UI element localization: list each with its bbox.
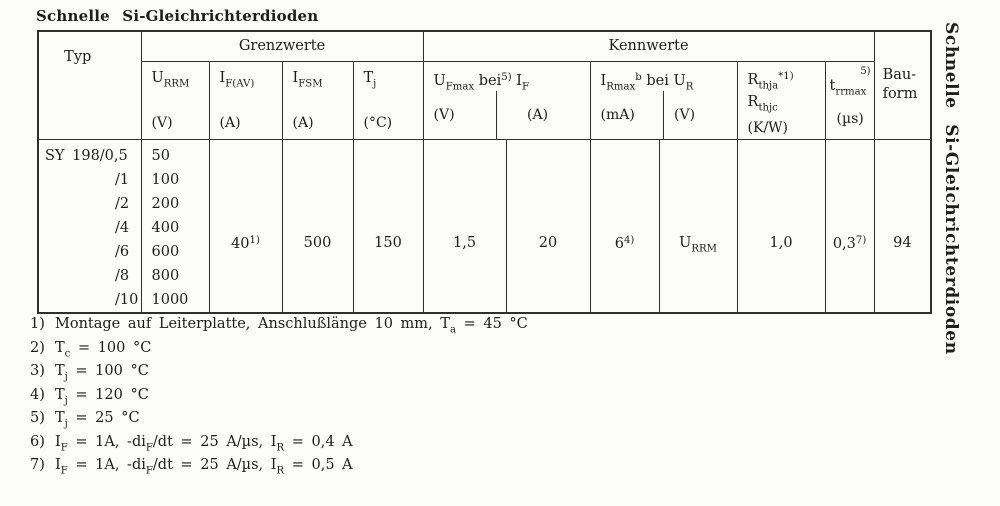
- symbol-ifsm: $I_{FSM}$: [292, 69, 323, 89]
- group-header-kennwerte: Kennwerte: [423, 31, 874, 61]
- footnote: [30, 457, 528, 475]
- type-row: /2: [115, 195, 130, 212]
- footnotes: [30, 316, 528, 481]
- footnote-marker: 6): [30, 433, 45, 450]
- group-header-grenzwerte: Grenzwerte: [141, 31, 423, 61]
- value-ur: [659, 139, 737, 313]
- footnote-marker: 1): [30, 316, 45, 332]
- side-title: Schnelle Si-Gleichrichterdioden: [941, 22, 961, 355]
- col-header-ifsm: [282, 61, 353, 139]
- value-trrmax-text: 0,3$^{7)}$: [832, 234, 867, 252]
- urrm-value: 100: [151, 171, 180, 188]
- footnote-text: $T_j = 100$ °C: [55, 363, 149, 383]
- footnote: [30, 434, 528, 452]
- bauform-label-line1: Bau-: [882, 67, 917, 84]
- footnote: [30, 316, 528, 334]
- unit-ur: (V): [663, 91, 737, 139]
- footnote-text: $I_F = 1A$, $-di_F/dt = 25$ A/µs, $I_R = 0,4$ A: [55, 433, 353, 453]
- symbol-ufmax-bei-if: $U_{Fmax}$ bei$^{5)}$ $I_F$: [433, 71, 530, 92]
- symbol-tj: $T_j$: [363, 69, 377, 89]
- unit-ufmax: (V): [433, 106, 455, 123]
- value-rth: 1,0: [737, 139, 825, 313]
- footnote-marker: 4): [30, 386, 45, 403]
- urrm-value: 400: [151, 219, 180, 236]
- unit-urrm: (V): [151, 114, 173, 131]
- footnote-marker: 5): [30, 410, 45, 426]
- footnote-text: $T_j = 25$ °C: [55, 410, 140, 430]
- unit-tj: (°C): [363, 114, 393, 131]
- urrm-value: 600: [151, 243, 180, 260]
- value-if: 20: [506, 139, 590, 313]
- col-header-tj: [353, 61, 423, 139]
- footnote-marker: 3): [30, 363, 45, 379]
- unit-if: (A): [496, 91, 590, 139]
- value-irmax: [590, 139, 659, 313]
- unit-row-ufmax: [424, 91, 590, 139]
- symbol-rthja: $R_{thja}^{*1)}$: [747, 70, 794, 91]
- value-bauform: 94: [874, 139, 931, 313]
- type-row: /8: [115, 267, 130, 284]
- col-header-ufmax-bei-if: [423, 61, 590, 139]
- footnote: [30, 410, 528, 428]
- type-row: /6: [115, 243, 130, 260]
- col-header-trrmax: [825, 61, 874, 139]
- value-tj: 150: [353, 139, 423, 313]
- symbol-rthjc: $R_{thjc}$: [747, 93, 778, 114]
- value-irmax-text: 6$^{4)}$: [614, 234, 635, 252]
- unit-trrmax: (µs): [836, 110, 864, 127]
- type-row: SY 198/0,5: [45, 147, 128, 164]
- footnote-text: $T_c = 100$ °C: [55, 339, 152, 359]
- col-header-irmax-bei-ur: [590, 61, 737, 139]
- col-header-ifav: [209, 61, 282, 139]
- col-header-typ: Typ: [38, 31, 141, 139]
- symbol-trrmax: $t_{rrmax}$: [829, 77, 867, 97]
- urrm-value: 1000: [151, 291, 189, 308]
- footnote-text: Montage auf Leiterplatte, Anschlußlänge 10 mm, $T_a = 45$ °C: [55, 316, 528, 336]
- value-ifsm: 500: [282, 139, 353, 313]
- symbol-urrm: $U_{RRM}$: [151, 69, 190, 89]
- unit-irmax: (mA): [600, 106, 635, 123]
- type-row: /10: [115, 291, 139, 308]
- spec-table: [37, 30, 932, 314]
- footnote-text: $I_F = 1A$, $-di_F/dt = 25$ A/µs, $I_R = 0,5$ A: [55, 457, 353, 477]
- urrm-value: 200: [151, 195, 180, 212]
- col-header-rth: [737, 61, 825, 139]
- unit-ifav: (A): [219, 114, 241, 131]
- unit-rth: (K/W): [747, 120, 789, 137]
- value-ur-text: $U_{RRM}$: [679, 234, 717, 254]
- symbol-irmax-bei-ur: $I_{Rmax}^b$ bei $U_R$: [600, 71, 694, 92]
- value-ufmax: 1,5: [423, 139, 506, 313]
- unit-row-irmax: [591, 91, 737, 139]
- col-header-urrm: [141, 61, 209, 139]
- value-ifav: [209, 139, 282, 313]
- bauform-label-line2: form: [882, 86, 918, 103]
- symbol-ifav: $I_{F(AV)}$: [219, 69, 255, 89]
- page-title: Schnelle Si-Gleichrichterdioden: [36, 7, 319, 25]
- type-row: /1: [115, 171, 130, 188]
- urrm-value: 50: [151, 147, 170, 164]
- footnote-marker: 2): [30, 339, 45, 356]
- footnote-marker: 7): [30, 457, 45, 473]
- footnote: [30, 363, 528, 381]
- footnote: [30, 340, 528, 358]
- footnote-ref-5: 5): [860, 65, 871, 77]
- value-trrmax: [825, 139, 874, 313]
- footnote-text: $T_j = 120$ °C: [55, 386, 149, 406]
- type-row: /4: [115, 219, 130, 236]
- urrm-column: [141, 139, 209, 313]
- footnote: [30, 387, 528, 405]
- unit-ifsm: (A): [292, 114, 314, 131]
- value-ifav-text: 40$^{1)}$: [231, 234, 260, 252]
- urrm-value: 800: [151, 267, 180, 284]
- type-column: [38, 139, 141, 313]
- col-header-bauform: [874, 31, 931, 139]
